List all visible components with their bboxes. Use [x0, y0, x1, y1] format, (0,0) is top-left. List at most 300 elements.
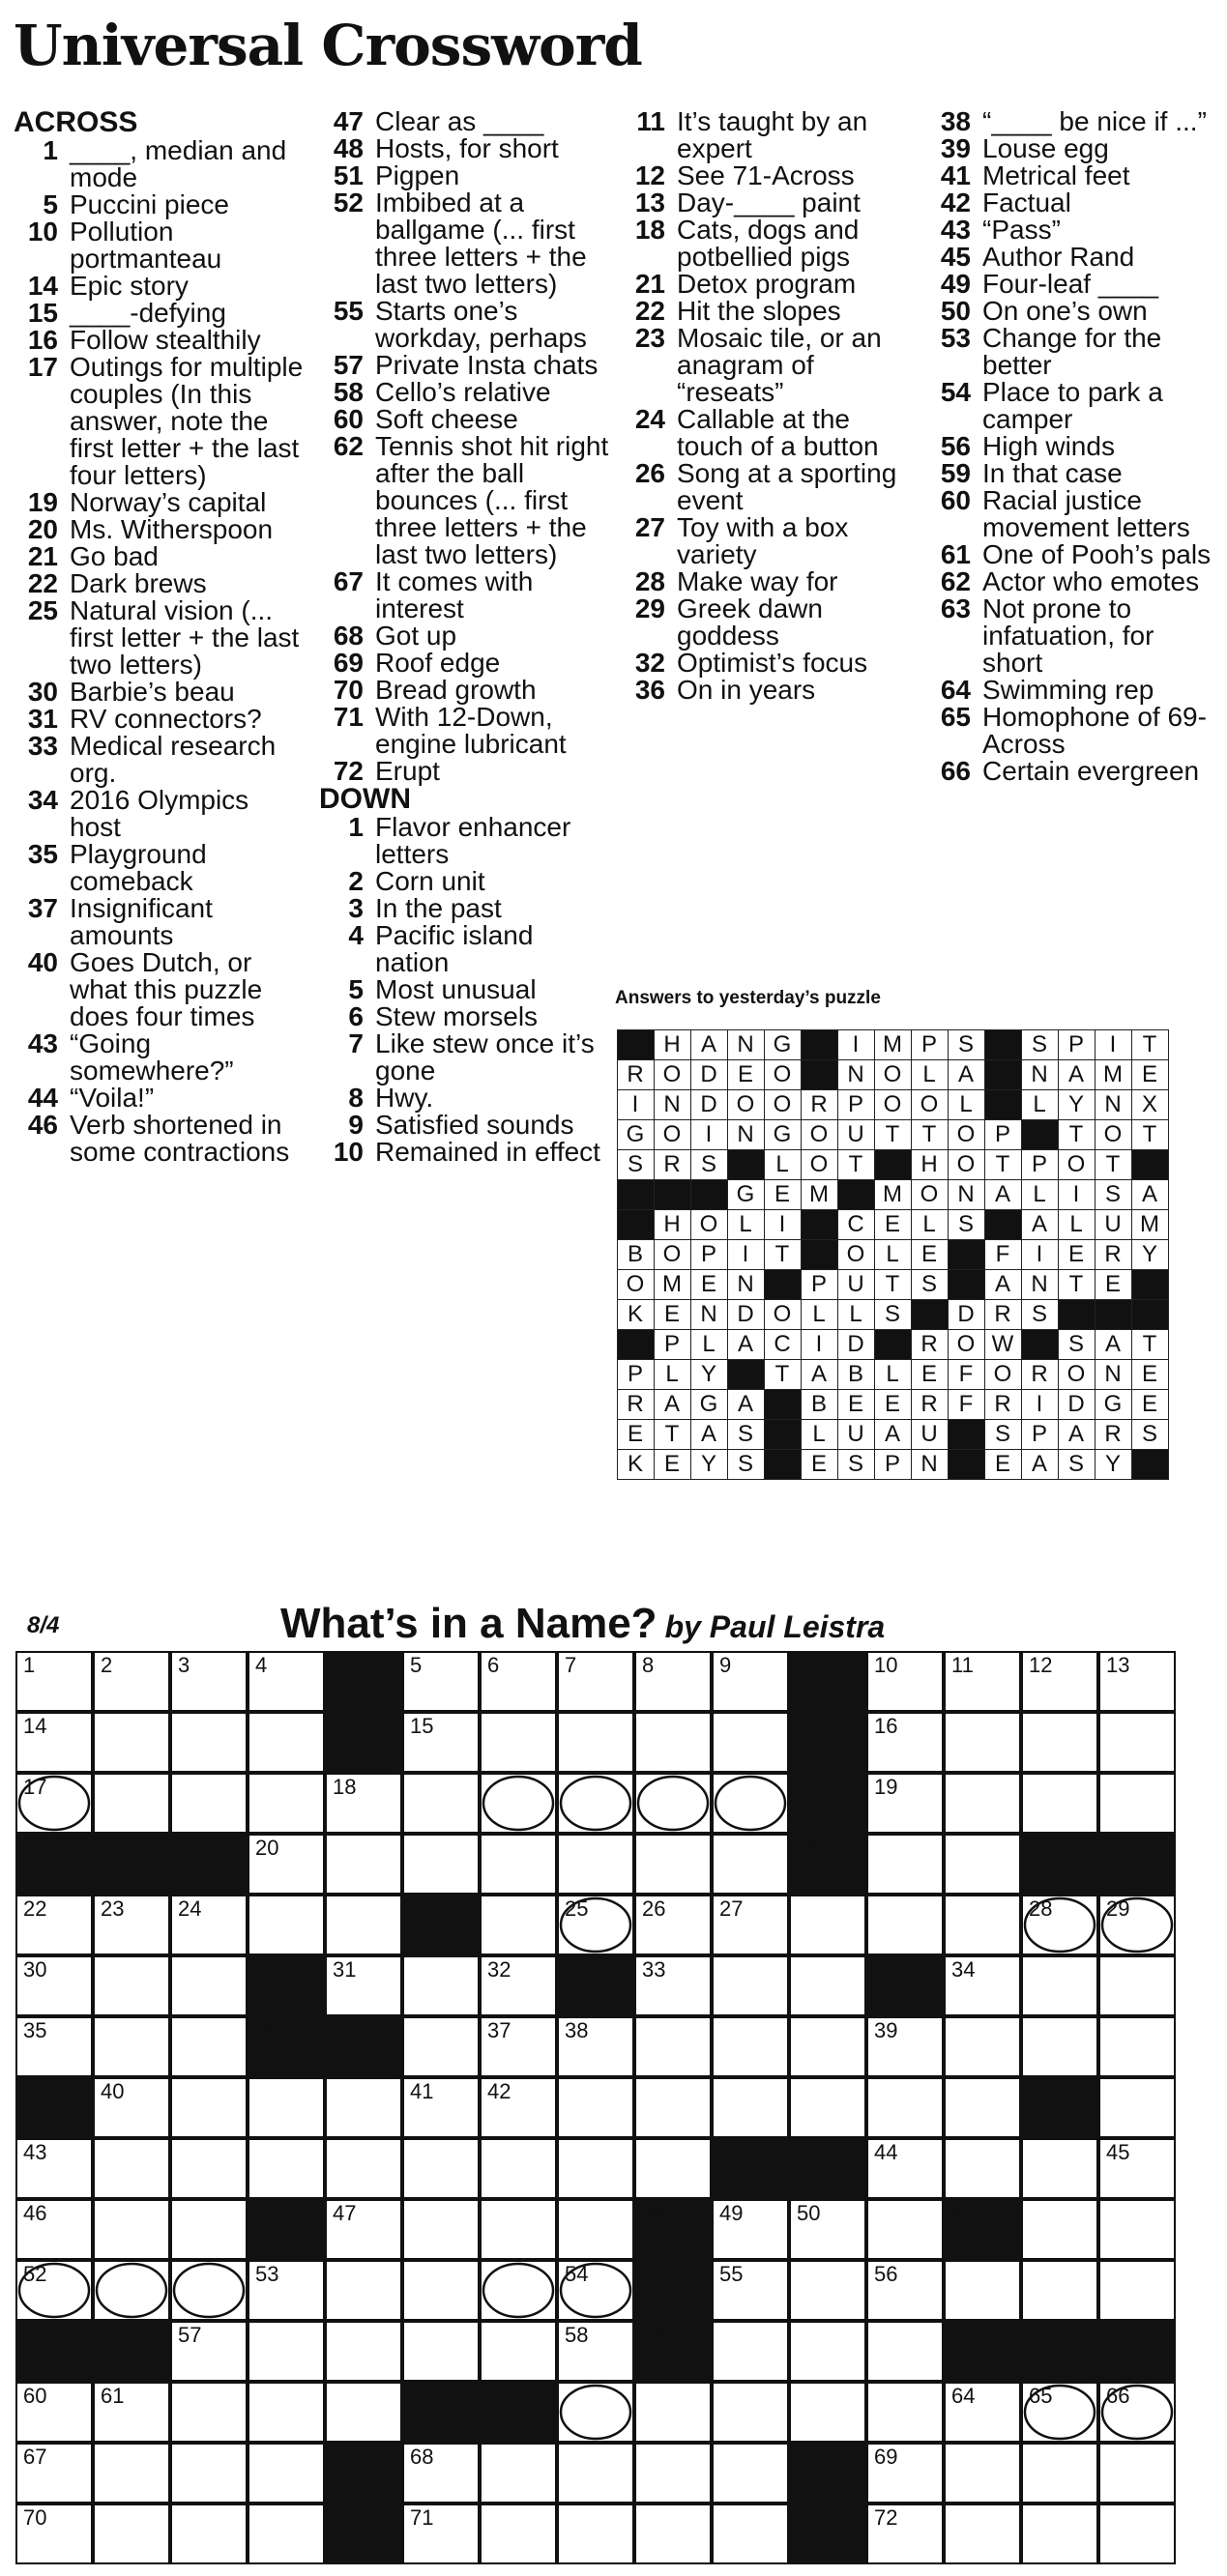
across-clue-31[interactable]: [14, 706, 304, 733]
across-clue-15[interactable]: [14, 300, 304, 327]
grid-cell[interactable]: [15, 2260, 93, 2321]
down-clue-66[interactable]: [926, 758, 1216, 785]
grid-cell[interactable]: [325, 2321, 402, 2382]
grid-cell[interactable]: [248, 2077, 325, 2138]
grid-cell[interactable]: [557, 1834, 634, 1895]
across-clue-34[interactable]: [14, 787, 304, 841]
across-clue-58[interactable]: [319, 379, 609, 406]
down-clue-2[interactable]: [319, 868, 609, 895]
grid-cell[interactable]: [789, 2260, 866, 2321]
across-clue-71[interactable]: [319, 704, 609, 758]
across-clue-33[interactable]: [14, 733, 304, 787]
across-clue-1[interactable]: [14, 137, 304, 191]
down-clue-8[interactable]: [319, 1085, 609, 1112]
across-clue-25[interactable]: [14, 597, 304, 679]
grid-cell[interactable]: [944, 1712, 1021, 1773]
grid-cell[interactable]: [325, 1895, 402, 1955]
down-clue-21[interactable]: [621, 271, 911, 298]
grid-cell[interactable]: [866, 1834, 944, 1895]
across-clue-43[interactable]: [14, 1030, 304, 1085]
grid-cell[interactable]: [1021, 2199, 1098, 2260]
across-clue-20[interactable]: [14, 516, 304, 543]
down-clue-53[interactable]: [926, 325, 1216, 379]
black-square: [248, 1955, 325, 2016]
grid-cell[interactable]: [634, 2077, 712, 2138]
grid-cell[interactable]: [634, 2382, 712, 2443]
grid-cell[interactable]: [634, 1712, 712, 1773]
grid-cell[interactable]: [712, 1712, 789, 1773]
grid-cell[interactable]: [1021, 2504, 1098, 2564]
grid-cell[interactable]: [1098, 1651, 1176, 1712]
across-clue-30[interactable]: [14, 679, 304, 706]
down-clue-65[interactable]: [926, 704, 1216, 758]
grid-cell[interactable]: [170, 2199, 248, 2260]
grid-cell[interactable]: [557, 1712, 634, 1773]
across-clue-16[interactable]: [14, 327, 304, 354]
answer-block: [985, 1030, 1022, 1060]
down-clue-42[interactable]: [926, 189, 1216, 217]
grid-cell[interactable]: [866, 2504, 944, 2564]
down-clue-61[interactable]: [926, 541, 1216, 568]
grid-cell[interactable]: [248, 2138, 325, 2199]
down-clue-5[interactable]: [319, 976, 609, 1003]
black-square: [789, 1773, 866, 1834]
grid-cell[interactable]: [93, 1773, 170, 1834]
grid-cell[interactable]: [170, 2443, 248, 2504]
grid-cell[interactable]: [15, 2504, 93, 2564]
grid-cell[interactable]: [93, 1712, 170, 1773]
grid-cell[interactable]: [712, 2382, 789, 2443]
grid-cell[interactable]: [789, 2016, 866, 2077]
grid-cell[interactable]: [480, 2260, 557, 2321]
down-clue-38[interactable]: [926, 108, 1216, 135]
grid-cell[interactable]: [866, 2138, 944, 2199]
grid-cell[interactable]: [712, 1955, 789, 2016]
down-clue-11[interactable]: [621, 108, 911, 162]
across-clue-72[interactable]: [319, 758, 609, 785]
crossword-grid[interactable]: [15, 1651, 1176, 2564]
down-clue-24[interactable]: [621, 406, 911, 460]
clue-text: Most unusual: [375, 974, 537, 1004]
across-clue-46[interactable]: [14, 1112, 304, 1166]
grid-cell[interactable]: [944, 1895, 1021, 1955]
grid-cell[interactable]: [170, 1773, 248, 1834]
grid-cell[interactable]: [1098, 2443, 1176, 2504]
grid-cell[interactable]: [93, 1651, 170, 1712]
across-clue-48[interactable]: [319, 135, 609, 162]
grid-cell[interactable]: [789, 2321, 866, 2382]
grid-cell[interactable]: [480, 1955, 557, 2016]
clue-number: 40: [27, 947, 58, 977]
grid-cell[interactable]: [402, 2199, 480, 2260]
grid-cell[interactable]: [866, 2382, 944, 2443]
grid-cell[interactable]: [402, 2138, 480, 2199]
down-clue-56[interactable]: [926, 433, 1216, 460]
cell-number: 57: [178, 2323, 202, 2347]
down-clue-23[interactable]: [621, 325, 911, 406]
grid-cell[interactable]: [170, 2260, 248, 2321]
grid-cell[interactable]: [789, 1895, 866, 1955]
clue-number: 72: [333, 756, 364, 786]
black-square: [712, 2138, 789, 2199]
clue-text: Day-____ paint: [677, 188, 861, 217]
grid-cell[interactable]: [1021, 1651, 1098, 1712]
down-clue-22[interactable]: [621, 298, 911, 325]
down-clue-3[interactable]: [319, 895, 609, 922]
grid-cell[interactable]: [866, 2016, 944, 2077]
grid-cell[interactable]: [712, 2260, 789, 2321]
grid-cell[interactable]: [402, 2077, 480, 2138]
grid-cell[interactable]: [634, 2504, 712, 2564]
down-clue-36[interactable]: [621, 677, 911, 704]
grid-cell[interactable]: [1021, 2443, 1098, 2504]
grid-cell[interactable]: [866, 2321, 944, 2382]
grid-cell[interactable]: [866, 2077, 944, 2138]
down-clue-49[interactable]: [926, 271, 1216, 298]
down-clue-59[interactable]: [926, 460, 1216, 487]
grid-cell[interactable]: [402, 2321, 480, 2382]
grid-cell[interactable]: [712, 2504, 789, 2564]
grid-cell[interactable]: [1098, 1712, 1176, 1773]
grid-cell[interactable]: [93, 2199, 170, 2260]
grid-cell[interactable]: [1098, 2382, 1176, 2443]
grid-cell[interactable]: [712, 2016, 789, 2077]
grid-cell[interactable]: [712, 1895, 789, 1955]
grid-cell[interactable]: [634, 2138, 712, 2199]
answer-letter: S: [875, 1300, 912, 1330]
across-clue-68[interactable]: [319, 622, 609, 650]
grid-cell[interactable]: [557, 2016, 634, 2077]
down-clue-54[interactable]: [926, 379, 1216, 433]
grid-cell[interactable]: [248, 1773, 325, 1834]
grid-cell[interactable]: [170, 2138, 248, 2199]
grid-cell[interactable]: [480, 1712, 557, 1773]
grid-cell[interactable]: [944, 2016, 1021, 2077]
grid-cell[interactable]: [15, 1773, 93, 1834]
grid-cell[interactable]: [480, 1895, 557, 1955]
down-clue-28[interactable]: [621, 568, 911, 595]
answer-letter: O: [691, 1210, 728, 1240]
down-clue-50[interactable]: [926, 298, 1216, 325]
down-clue-4[interactable]: [319, 922, 609, 976]
grid-cell[interactable]: [866, 2260, 944, 2321]
across-clue-40[interactable]: [14, 949, 304, 1030]
grid-cell[interactable]: [1021, 2016, 1098, 2077]
down-clue-26[interactable]: [621, 460, 911, 514]
grid-cell[interactable]: [93, 2443, 170, 2504]
across-clue-14[interactable]: [14, 273, 304, 300]
grid-cell[interactable]: [634, 1834, 712, 1895]
down-clue-1[interactable]: [319, 814, 609, 868]
grid-cell[interactable]: [325, 1773, 402, 1834]
grid-cell[interactable]: [170, 2382, 248, 2443]
down-clue-62[interactable]: [926, 568, 1216, 595]
grid-cell[interactable]: [402, 1834, 480, 1895]
grid-cell[interactable]: [866, 2199, 944, 2260]
answer-letter: E: [985, 1450, 1022, 1480]
down-clue-18[interactable]: [621, 217, 911, 271]
grid-cell[interactable]: [1098, 2077, 1176, 2138]
grid-cell[interactable]: [944, 1955, 1021, 2016]
across-clue-57[interactable]: [319, 352, 609, 379]
grid-cell[interactable]: [557, 2138, 634, 2199]
grid-cell[interactable]: [557, 2321, 634, 2382]
clue-number: 23: [634, 323, 665, 353]
grid-cell[interactable]: [15, 1955, 93, 2016]
grid-cell[interactable]: [248, 1834, 325, 1895]
grid-cell[interactable]: [944, 1834, 1021, 1895]
grid-cell[interactable]: [325, 2199, 402, 2260]
grid-cell[interactable]: [944, 2260, 1021, 2321]
answer-block: [838, 1180, 875, 1210]
grid-cell[interactable]: [1098, 2199, 1176, 2260]
clue-number: 42: [940, 188, 971, 217]
grid-cell[interactable]: [1021, 1773, 1098, 1834]
grid-cell[interactable]: [1021, 2382, 1098, 2443]
across-clue-37[interactable]: [14, 895, 304, 949]
grid-cell[interactable]: [712, 2443, 789, 2504]
across-clue-55[interactable]: [319, 298, 609, 352]
grid-cell[interactable]: [557, 1895, 634, 1955]
grid-cell[interactable]: [15, 2016, 93, 2077]
grid-cell[interactable]: [557, 2260, 634, 2321]
grid-cell[interactable]: [789, 2199, 866, 2260]
grid-cell[interactable]: [1098, 1955, 1176, 2016]
grid-cell[interactable]: [402, 1712, 480, 1773]
across-clue-47[interactable]: [319, 108, 609, 135]
across-clue-62[interactable]: [319, 433, 609, 568]
down-clue-12[interactable]: [621, 162, 911, 189]
down-clue-45[interactable]: [926, 244, 1216, 271]
grid-cell[interactable]: [325, 1955, 402, 2016]
grid-cell[interactable]: [866, 1773, 944, 1834]
down-clue-7[interactable]: [319, 1030, 609, 1085]
clue-text: Follow stealthily: [70, 325, 261, 355]
grid-cell[interactable]: [944, 1773, 1021, 1834]
grid-cell[interactable]: [402, 2260, 480, 2321]
grid-cell[interactable]: [1098, 2016, 1176, 2077]
grid-cell[interactable]: [557, 2504, 634, 2564]
grid-cell[interactable]: [1021, 1895, 1098, 1955]
grid-cell[interactable]: [15, 1712, 93, 1773]
grid-cell[interactable]: [325, 2260, 402, 2321]
down-clue-41[interactable]: [926, 162, 1216, 189]
down-clue-39[interactable]: [926, 135, 1216, 162]
grid-cell[interactable]: [712, 2077, 789, 2138]
grid-cell[interactable]: [93, 2382, 170, 2443]
clue-number: 59: [940, 458, 971, 488]
across-clue-52[interactable]: [319, 189, 609, 298]
grid-cell[interactable]: [325, 2138, 402, 2199]
grid-cell[interactable]: [15, 1651, 93, 1712]
grid-cell[interactable]: [789, 2382, 866, 2443]
grid-cell[interactable]: [402, 1773, 480, 1834]
across-clue-21[interactable]: [14, 543, 304, 570]
grid-cell[interactable]: [170, 2077, 248, 2138]
cell-number: 1: [23, 1653, 36, 1677]
grid-cell[interactable]: [789, 1955, 866, 2016]
grid-cell[interactable]: [93, 1895, 170, 1955]
grid-cell[interactable]: [634, 1651, 712, 1712]
grid-cell[interactable]: [480, 1773, 557, 1834]
across-clue-51[interactable]: [319, 162, 609, 189]
grid-cell[interactable]: [866, 1895, 944, 1955]
grid-cell[interactable]: [634, 1895, 712, 1955]
answer-letter: N: [655, 1090, 691, 1120]
grid-cell[interactable]: [480, 2443, 557, 2504]
grid-cell[interactable]: [944, 2443, 1021, 2504]
grid-cell[interactable]: [712, 1773, 789, 1834]
grid-cell[interactable]: [170, 2321, 248, 2382]
grid-cell[interactable]: [170, 2016, 248, 2077]
down-clue-32[interactable]: [621, 650, 911, 677]
grid-cell[interactable]: [480, 1651, 557, 1712]
down-clue-43[interactable]: [926, 217, 1216, 244]
grid-cell[interactable]: [557, 1773, 634, 1834]
grid-cell[interactable]: [480, 2199, 557, 2260]
grid-cell[interactable]: [248, 2504, 325, 2564]
down-clue-10[interactable]: [319, 1139, 609, 1166]
grid-cell[interactable]: [15, 2443, 93, 2504]
grid-cell[interactable]: [248, 2382, 325, 2443]
grid-cell[interactable]: [402, 1955, 480, 2016]
grid-cell[interactable]: [634, 2016, 712, 2077]
across-clue-17[interactable]: [14, 354, 304, 489]
grid-cell[interactable]: [789, 2077, 866, 2138]
grid-cell[interactable]: [944, 2504, 1021, 2564]
grid-cell[interactable]: [866, 1712, 944, 1773]
grid-cell[interactable]: [944, 2077, 1021, 2138]
grid-cell[interactable]: [93, 2016, 170, 2077]
grid-cell[interactable]: [15, 2382, 93, 2443]
grid-cell[interactable]: [480, 2016, 557, 2077]
grid-cell[interactable]: [170, 1651, 248, 1712]
clue-text: See 71-Across: [677, 160, 855, 190]
grid-cell[interactable]: [170, 1712, 248, 1773]
grid-cell[interactable]: [557, 2382, 634, 2443]
grid-cell[interactable]: [248, 1651, 325, 1712]
grid-cell[interactable]: [15, 1895, 93, 1955]
across-clue-69[interactable]: [319, 650, 609, 677]
answer-letter: L: [728, 1210, 765, 1240]
grid-cell[interactable]: [1098, 2138, 1176, 2199]
across-clue-67[interactable]: [319, 568, 609, 622]
grid-cell[interactable]: [1098, 2504, 1176, 2564]
grid-cell[interactable]: [634, 1773, 712, 1834]
grid-cell[interactable]: [1021, 1712, 1098, 1773]
grid-cell[interactable]: [557, 2199, 634, 2260]
grid-cell[interactable]: [557, 2443, 634, 2504]
grid-cell[interactable]: [93, 2077, 170, 2138]
grid-cell[interactable]: [480, 2077, 557, 2138]
answer-letter: E: [765, 1180, 802, 1210]
grid-cell[interactable]: [634, 1955, 712, 2016]
down-clue-29[interactable]: [621, 595, 911, 650]
grid-cell[interactable]: [712, 2199, 789, 2260]
across-clue-70[interactable]: [319, 677, 609, 704]
grid-cell[interactable]: [170, 2504, 248, 2564]
grid-cell[interactable]: [557, 2077, 634, 2138]
answer-block: [618, 1030, 655, 1060]
grid-cell[interactable]: [248, 1895, 325, 1955]
grid-cell[interactable]: [866, 1651, 944, 1712]
across-clue-10[interactable]: [14, 218, 304, 273]
grid-cell[interactable]: [712, 1651, 789, 1712]
grid-cell[interactable]: [480, 2504, 557, 2564]
across-clue-44[interactable]: [14, 1085, 304, 1112]
down-clue-13[interactable]: [621, 189, 911, 217]
clue-text: Louse egg: [982, 133, 1109, 163]
clue-text: Verb shortened in some contractions: [70, 1110, 290, 1167]
cell-number: 60: [23, 2384, 47, 2408]
grid-cell[interactable]: [248, 2321, 325, 2382]
grid-cell[interactable]: [557, 1651, 634, 1712]
grid-cell[interactable]: [93, 2504, 170, 2564]
grid-cell[interactable]: [15, 2138, 93, 2199]
grid-cell[interactable]: [1021, 2138, 1098, 2199]
grid-cell[interactable]: [402, 2443, 480, 2504]
clue-text: Greek dawn goddess: [677, 593, 823, 651]
down-clue-6[interactable]: [319, 1003, 609, 1030]
grid-cell[interactable]: [325, 2077, 402, 2138]
grid-cell[interactable]: [402, 2504, 480, 2564]
grid-cell[interactable]: [712, 2321, 789, 2382]
across-clue-35[interactable]: [14, 841, 304, 895]
grid-cell[interactable]: [248, 2260, 325, 2321]
grid-cell[interactable]: [402, 2016, 480, 2077]
grid-cell[interactable]: [944, 2382, 1021, 2443]
grid-cell[interactable]: [93, 2138, 170, 2199]
grid-cell[interactable]: [866, 2443, 944, 2504]
across-clue-60[interactable]: [319, 406, 609, 433]
down-clue-9[interactable]: [319, 1112, 609, 1139]
grid-cell[interactable]: [1098, 1773, 1176, 1834]
across-clue-5[interactable]: [14, 191, 304, 218]
down-clue-27[interactable]: [621, 514, 911, 568]
grid-cell[interactable]: [170, 1955, 248, 2016]
grid-cell[interactable]: [480, 2321, 557, 2382]
grid-cell[interactable]: [170, 1895, 248, 1955]
down-clue-60[interactable]: [926, 487, 1216, 541]
grid-cell[interactable]: [93, 1955, 170, 2016]
grid-cell[interactable]: [634, 2443, 712, 2504]
across-clue-19[interactable]: [14, 489, 304, 516]
grid-cell[interactable]: [480, 2138, 557, 2199]
grid-cell[interactable]: [15, 2199, 93, 2260]
grid-cell[interactable]: [248, 1712, 325, 1773]
black-square: [325, 1712, 402, 1773]
grid-cell[interactable]: [248, 2443, 325, 2504]
grid-cell[interactable]: [325, 1834, 402, 1895]
grid-cell[interactable]: [1021, 1955, 1098, 2016]
grid-cell[interactable]: [944, 1651, 1021, 1712]
down-clue-63[interactable]: [926, 595, 1216, 677]
grid-cell[interactable]: [1098, 2260, 1176, 2321]
clue-number: 21: [634, 269, 665, 299]
clue-number: 60: [333, 404, 364, 434]
grid-cell[interactable]: [712, 1834, 789, 1895]
grid-cell[interactable]: [480, 1834, 557, 1895]
grid-cell[interactable]: [325, 2382, 402, 2443]
grid-cell[interactable]: [1021, 2260, 1098, 2321]
across-clue-22[interactable]: [14, 570, 304, 597]
grid-cell[interactable]: [944, 2138, 1021, 2199]
grid-cell[interactable]: [402, 1651, 480, 1712]
down-clue-64[interactable]: [926, 677, 1216, 704]
grid-cell[interactable]: [1098, 1895, 1176, 1955]
grid-cell[interactable]: [93, 2260, 170, 2321]
clue-text: Song at a sporting event: [677, 458, 897, 515]
